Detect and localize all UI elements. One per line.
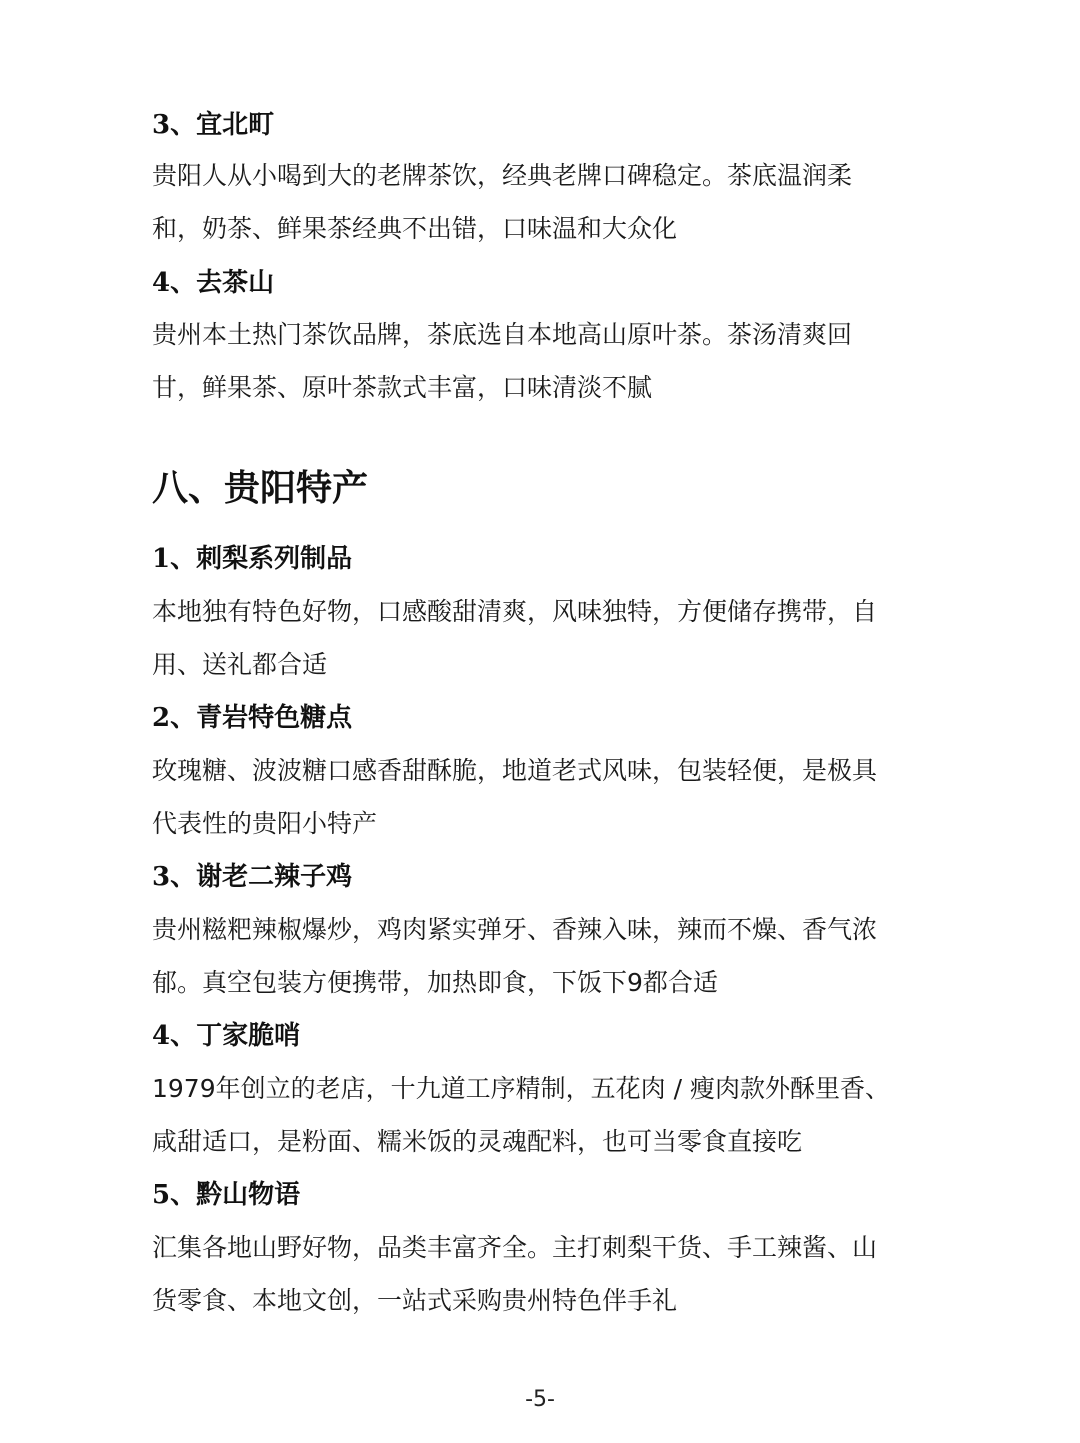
- text-line: 货零食、本地文创，一站式采购贵州特色伴手礼: [152, 1286, 678, 1315]
- text-line: 玫瑰糖、波波糖口感香甜酥脆，地道老式风味，包装轻便，是极具: [152, 756, 878, 785]
- item-description-cili: [152, 585, 942, 691]
- text-line: 咸甜适口，是粉面、糯米饭的灵魂配料，也可当零食直接吃: [152, 1127, 803, 1156]
- item-description-quchashan: [152, 308, 942, 414]
- item-description-cuishao: [152, 1062, 942, 1168]
- item-description-qingyan: [152, 744, 942, 850]
- section-title: 八、贵阳特产: [152, 468, 369, 509]
- item-heading-yibeiting: 3、宜北町: [152, 110, 275, 140]
- item-heading-cuishao: 4、丁家脆哨: [152, 1021, 301, 1051]
- text-line: 1979年创立的老店，十九道工序精制，五花肉 / 瘦肉款外酥里香、: [152, 1074, 890, 1103]
- item-heading-laziji: 3、谢老二辣子鸡: [152, 862, 353, 892]
- text-line: 贵阳人从小喝到大的老牌茶饮，经典老牌口碑稳定。茶底温润柔: [152, 161, 853, 190]
- item-description-laziji: [152, 903, 942, 1009]
- text-line: 本地独有特色好物，口感酸甜清爽，风味独特，方便储存携带，自: [152, 597, 878, 626]
- item-heading-qianshan: 5、黔山物语: [152, 1180, 301, 1210]
- text-line: 代表性的贵阳小特产: [152, 809, 378, 838]
- item-description-yibeiting: [152, 149, 942, 255]
- item-heading-quchashan: 4、去茶山: [152, 268, 275, 298]
- text-line: 郁。真空包装方便携带，加热即食，下饭下9都合适: [152, 968, 718, 997]
- text-line: 用、送礼都合适: [152, 650, 328, 679]
- text-line: 贵州本土热门茶饮品牌，茶底选自本地高山原叶茶。茶汤清爽回: [152, 320, 853, 349]
- text-line: 和，奶茶、鲜果茶经典不出错，口味温和大众化: [152, 214, 678, 243]
- page-number: -5-: [525, 1387, 555, 1412]
- text-line: 汇集各地山野好物，品类丰富齐全。主打刺梨干货、手工辣酱、山: [152, 1233, 878, 1262]
- text-line: 甘，鲜果茶、原叶茶款式丰富，口味清淡不腻: [152, 373, 653, 402]
- item-heading-qingyan: 2、青岩特色糖点: [152, 703, 353, 733]
- text-line: 贵州糍粑辣椒爆炒，鸡肉紧实弹牙、香辣入味，辣而不燥、香气浓: [152, 915, 878, 944]
- item-heading-cili: 1、刺梨系列制品: [152, 544, 353, 574]
- item-description-qianshan: [152, 1221, 942, 1327]
